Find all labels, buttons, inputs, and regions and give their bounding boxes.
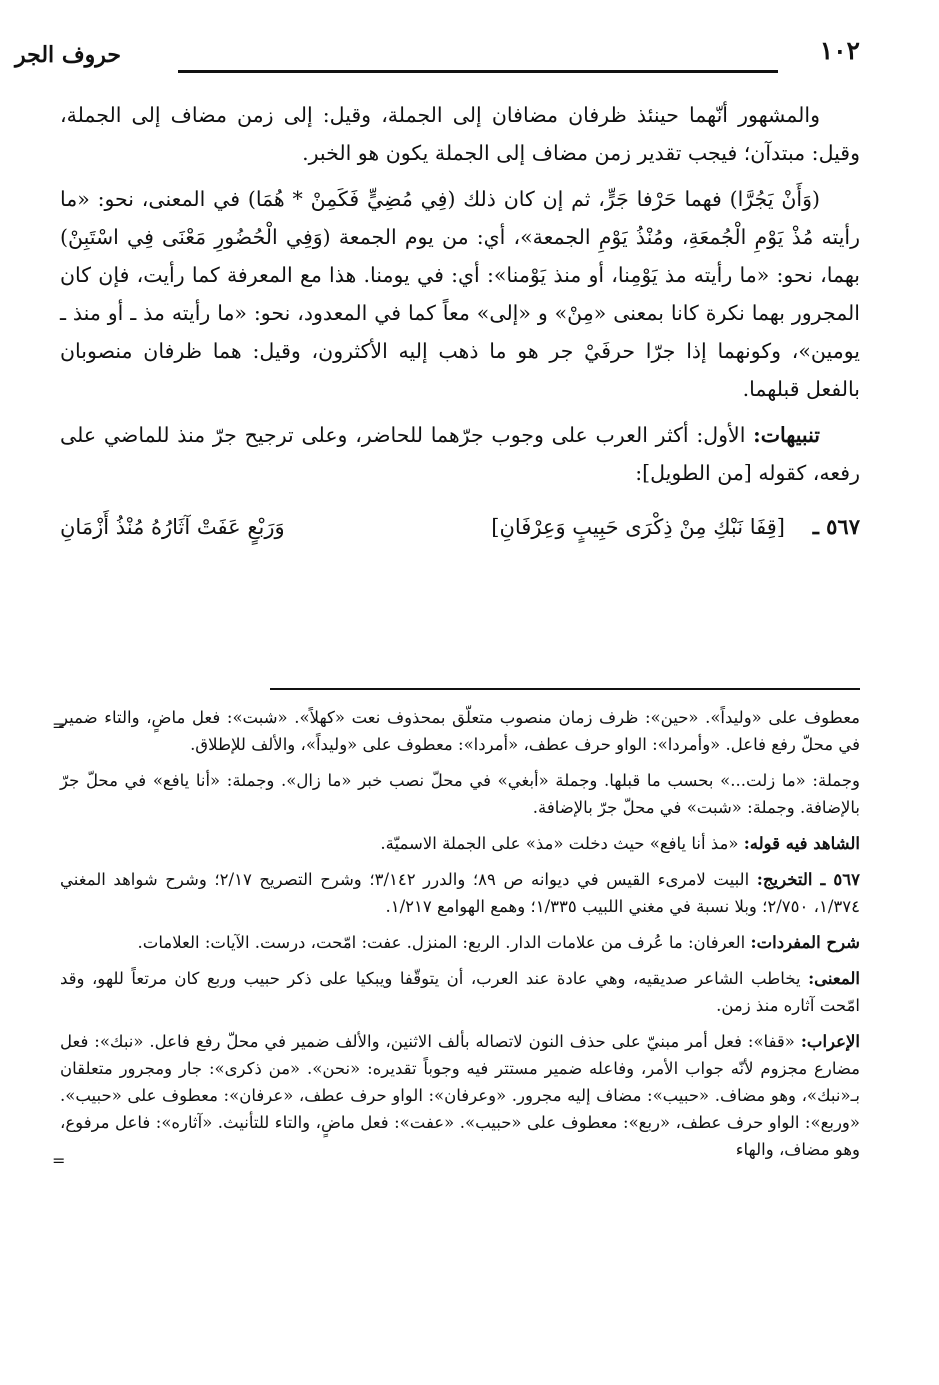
main-text	[60, 96, 860, 546]
footnote-lead: المعنى:	[808, 969, 860, 988]
footnote-lead: الإعراب:	[800, 1032, 860, 1051]
page-header	[15, 32, 860, 72]
paragraph	[60, 416, 860, 492]
footnote	[60, 965, 860, 1019]
footnote-body: «قفا»: فعل أمر مبنيّ على حذف النون لاتصاله بألف الاثنين، والألف ضمير في محلّ رفع فاعل. «نبك»: فعل مضارع مجزوم لأنّه جواب الأمر، وفاعله ضمير مستتر فيه وجوباً تقديره: «نحن». «من ذكرى»: جار ومجرور متعلقان بـ«نبك»، وهو مضاف. «حبيب»: مضاف إليه مجرور. «وعرفان»: الواو حرف عطف، «عرفان»: معطوف على «حبيب». «وربع»: الواو حرف عطف، «ربع»: معطوف على «حبيب». «عفت»: فعل ماضٍ، والتاء للتأنيث. «آثاره»: فاعل مرفوع، وهو مضاف، والهاء	[60, 1032, 860, 1159]
footnote: معطوف على «وليداً». «حين»: ظرف زمان منصوب متعلّق بمحذوف نعت «كهلاً». «شبت»: فعل ماضٍ، والتاء ضمير في محلّ رفع فاعل. «وأمردا»: الواو حرف عطف، «أمردا»: معطوف على «وليداً»، والألف للإطلاق.	[60, 708, 860, 754]
footnote	[60, 866, 860, 920]
chapter-title: حروف الجر	[15, 42, 121, 68]
footnote	[60, 830, 860, 857]
footnote-lead: الشاهد فيه قوله:	[743, 834, 860, 853]
paragraph: (وَأَنْ يَجُرَّا) فهما حَرْفا جَرٍّ، ثم إن كان ذلك (فِي مُضِيٍّ فَكَمِنْ * هُمَا) في المعنى، نحو: «ما رأيته مُذْ يَوْمِ الْجُمعَةِ، ومُنْذُ يَوْمِ الجمعة»، أي: من يوم الجمعة (وَفِي الْحُضُورِ مَعْنَى فِي اسْتَبِنْ) بهما، نحو: «ما رأيته مذ يَوْمِنا، أو منذ يَوْمنا»: أي: في يومنا. هذا مع المعرفة كما رأيت، فإن كان المجرور بهما نكرة كانا بمعنى «مِنْ» و «إلى» معاً كما في المعدود، نحو: «ما رأيته مذ ـ أو منذ ـ يومين»، وكونهما إذا جرّا حرفَيْ جر هو ما ذهب إليه الأكثرون، وقيل: هما ظرفان منصوبان بالفعل قبلهما.	[60, 187, 860, 401]
footnote-body: «مذ أنا يافع» حيث دخلت «مذ» على الجملة الاسميّة.	[380, 834, 739, 853]
footnote-body: يخاطب الشاعر صديقيه، وهي عادة عند العرب، أن يتوقّفا ويبكيا على ذكر حبيب وربع كان مرتعاً للهو، وقد امّحت آثاره منذ زمن.	[60, 969, 860, 1015]
footnote	[60, 929, 860, 956]
header-rule	[178, 70, 778, 73]
paragraph-lead: تنبيهات:	[753, 423, 820, 447]
verse-second-hemistich: وَرَبْعٍ عَفَتْ آثَارُهُ مُنْذُ أَزْمَانِ	[60, 515, 285, 539]
verse-first-hemistich: [قِفَا نَبْكِ مِنْ ذِكْرَى حَبِيبٍ وَعِرْفَانِ]	[491, 515, 785, 539]
footnote-lead: ٥٦٧ ـ التخريج:	[756, 870, 860, 889]
footnote-separator	[270, 688, 860, 690]
footnote-lead: شرح المفردات:	[750, 933, 860, 952]
paragraph-body: الأول: أكثر العرب على وجوب جرّهما للحاضر، وعلى ترجيح جرّ منذ للماضي على رفعه، كقوله [من الطويل]:	[60, 423, 860, 485]
footnote	[60, 1028, 860, 1163]
continuation-mark: =	[52, 716, 66, 735]
footnote-body: العرفان: ما عُرف من علامات الدار. الربع: المنزل. عفت: امّحت، درست. الآيات: العلامات.	[137, 933, 746, 952]
footnotes	[52, 704, 860, 1172]
footnote: وجملة: «ما زلت...» بحسب ما قبلها. وجملة «أبغي» في محلّ نصب خبر «ما زال». وجملة: «أنا يافع» في محلّ جرّ بالإضافة. وجملة: «شبت» في محلّ جرّ بالإضافة.	[60, 771, 860, 817]
continuation-mark: =	[52, 1151, 66, 1170]
verse	[60, 508, 860, 546]
paragraph: والمشهور أنّهما حينئذ ظرفان مضافان إلى الجملة، وقيل: إلى زمن مضاف إلى الجملة، وقيل: مبتدآن؛ فيجب تقدير زمن مضاف إلى الجملة يكون هو الخبر.	[60, 103, 860, 165]
verse-number: ٥٦٧ ـ	[812, 514, 860, 539]
footnote-body: البيت لامرىء القيس في ديوانه ص ٨٩؛ والدرر ٣/١٤٢؛ وشرح التصريح ٢/١٧؛ وشرح شواهد المغني ١/٣٧٤، ٢/٧٥٠؛ وبلا نسبة في مغني اللبيب ١/٣٣٥؛ وهمع الهوامع ١/٢١٧.	[60, 870, 860, 916]
page-number: ١٠٢	[819, 36, 860, 65]
book-page	[15, 32, 860, 1170]
